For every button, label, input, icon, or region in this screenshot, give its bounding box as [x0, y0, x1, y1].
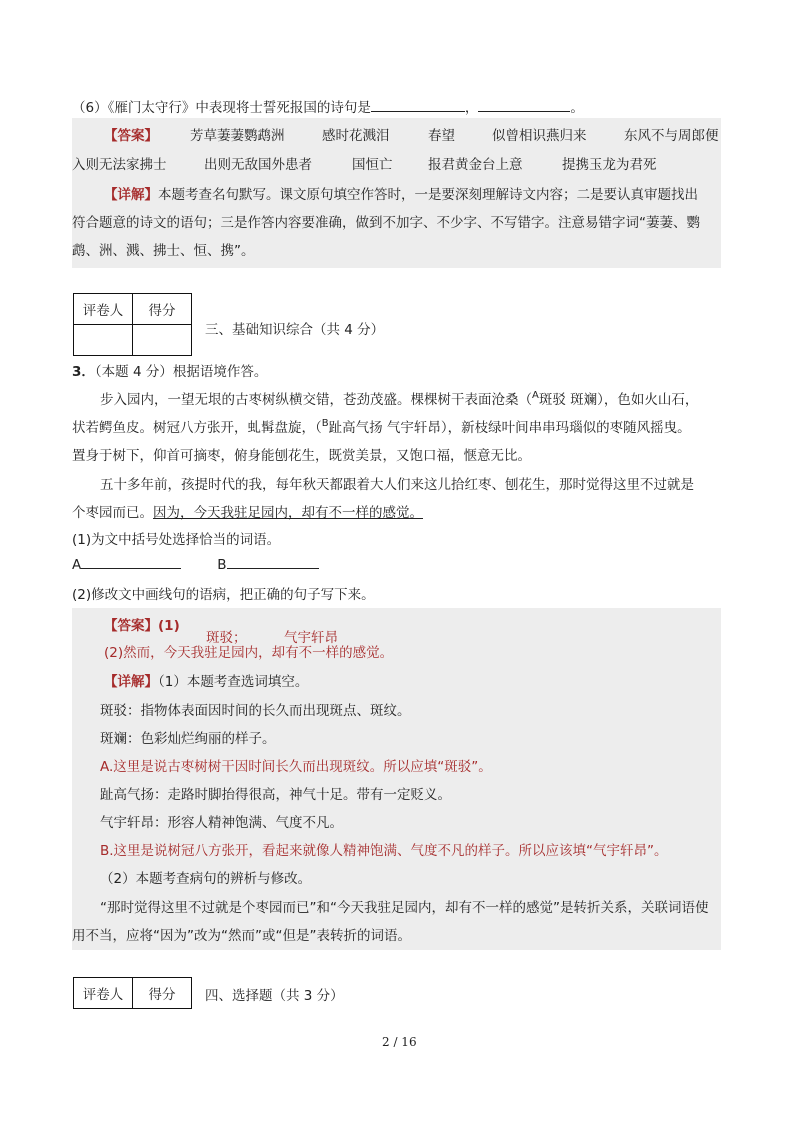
answer1-item-8: 国恒亡 — [352, 157, 393, 173]
answer2-line2: (2)然而，今天我驻足园内，却有不一样的感觉。 — [104, 645, 394, 661]
detail2-line2: 斑驳：指物体表面因时间的长久而出现斑点、斑纹。 — [100, 703, 411, 719]
mark-b: B — [321, 418, 329, 429]
answer1-item-4: 似曾相识燕归来 — [492, 128, 587, 144]
passage-text: 个枣园而已。 — [72, 505, 153, 521]
answer2-line1 — [104, 614, 180, 634]
detail1-line1 — [104, 183, 698, 203]
answer1-item-1: 芳草萋萋鹦鹉洲 — [190, 128, 285, 144]
answer1-item-2: 感时花溅泪 — [322, 128, 390, 144]
section3-title: 三、基础知识综合（共 4 分） — [205, 322, 385, 338]
detail2-line1 — [104, 670, 308, 690]
underlined-sentence: 因为，今天我驻足园内，却有不一样的感觉。 — [153, 505, 423, 521]
answer2-num: (1) — [158, 618, 180, 634]
answer2-b: 气宇轩昂 — [284, 630, 338, 646]
passage-text: 步入园内，一望无垠的古枣树纵横交错，苍劲茂盛。棵棵树干表面沧桑（ — [100, 392, 532, 408]
detail2-tag: 【详解】 — [104, 674, 158, 690]
q6-line — [72, 96, 584, 116]
detail2-line3: 斑斓：色彩灿烂绚丽的样子。 — [100, 731, 276, 747]
answer1-item-6: 入则无法家拂士 — [72, 157, 167, 173]
detail1-tag: 【详解】 — [104, 187, 158, 203]
detail2-line10: 用不当，应将“因为”改为“然而”或“但是”表转折的词语。 — [72, 928, 411, 944]
answer1-tag: 【答案】 — [104, 128, 158, 144]
answer1-item-10: 提携玉龙为君死 — [562, 157, 657, 173]
section3-grader-table — [73, 293, 192, 356]
passage-text: 斑驳 斑斓），色如火山石， — [538, 392, 699, 408]
score-cell[interactable] — [133, 325, 192, 356]
q6-blank-2[interactable] — [478, 99, 570, 112]
sub1-answers — [72, 556, 319, 573]
passage-p2-line1: 五十多年前，孩提时代的我，每年秋天都跟着大人们来这儿拾红枣、刨花生，那时觉得这里不过就是 — [100, 477, 694, 493]
detail1-line3: 鹉、洲、溅、拂士、恒、携”。 — [72, 243, 255, 259]
answer1-item-7: 出则无敌国外患者 — [204, 157, 312, 173]
detail2-line7: B.这里是说树冠八方张开，看起来就像人精神饱满、气度不凡的样子。所以应该填“气宇轩昂”。 — [100, 843, 668, 859]
sub1-text: (1)为文中括号处选择恰当的词语。 — [72, 532, 281, 548]
q6-blank-1[interactable] — [371, 99, 465, 112]
answer1-line1 — [104, 124, 158, 144]
answer1-item-3: 春望 — [428, 128, 455, 144]
grader-cell[interactable] — [74, 325, 133, 356]
q3-num: 3． — [72, 364, 95, 380]
q3-text: 根据语境作答。 — [172, 364, 268, 380]
q3-header — [72, 360, 267, 380]
q6-comma: ， — [464, 100, 479, 116]
score-label: 得分 — [133, 978, 192, 1009]
passage-p1-line2 — [72, 416, 691, 436]
q3-prefix: （本题 4 分） — [94, 364, 173, 380]
grader-label: 评卷人 — [74, 978, 133, 1009]
label-b: B — [217, 557, 227, 573]
detail2-line8: （2）本题考查病句的辨析与修改。 — [100, 871, 312, 887]
section4-title: 四、选择题（共 3 分） — [205, 988, 344, 1004]
q6-prefix: （6）《雁门太守行》中表现将士誓死报国的诗句是 — [72, 100, 371, 116]
passage-p1-line1 — [100, 388, 698, 408]
passage-text: 趾高气扬 气宇轩昂），新枝绿叶间串串玛瑙似的枣随风摇曳。 — [328, 420, 691, 436]
section4-grader-table — [73, 977, 192, 1009]
sub2-text: (2)修改文中画线句的语病，把正确的句子写下来。 — [72, 587, 375, 603]
q6-end: 。 — [570, 100, 584, 116]
answer1-item-9: 报君黄金台上意 — [428, 157, 523, 173]
grader-label: 评卷人 — [74, 294, 133, 325]
answer1-item-5: 东风不与周郎便 — [624, 128, 719, 144]
passage-p2-line2 — [72, 501, 423, 521]
answer2-a: 斑驳； — [206, 630, 247, 646]
detail2-line9: “那时觉得这里不过就是个枣园而已”和“今天我驻足园内，却有不一样的感觉”是转折关系，关联词语使 — [100, 900, 709, 916]
score-label: 得分 — [133, 294, 192, 325]
page-number: 2 / 16 — [382, 1035, 417, 1049]
blank-b[interactable] — [227, 556, 319, 569]
passage-p1-line3: 置身于树下，仰首可摘枣，俯身能刨花生，既赏美景，又饱口福，惬意无比。 — [72, 448, 531, 464]
detail2-line5: 趾高气扬：走路时脚抬得很高，神气十足。带有一定贬义。 — [100, 787, 451, 803]
detail2-line4: A.这里是说古枣树树干因时间长久而出现斑纹。所以应填“斑驳”。 — [100, 759, 492, 775]
blank-a[interactable] — [81, 556, 181, 569]
mark-a: A — [532, 390, 539, 401]
detail1-text-1: 本题考查名句默写。课文原句填空作答时，一是要深刻理解诗文内容；二是要认真审题找出 — [158, 187, 698, 203]
passage-text: 状若鳄鱼皮。树冠八方张开，虬髯盘旋，（ — [72, 420, 322, 436]
detail2-line6: 气宇轩昂：形容人精神饱满、气度不凡。 — [100, 815, 343, 831]
label-a: A — [72, 557, 82, 573]
detail2-text: （1）本题考查选词填空。 — [158, 674, 309, 690]
answer2-tag: 【答案】 — [104, 618, 158, 634]
detail1-line2: 符合题意的诗文的语句；三是作答内容要准确，做到不加字、不少字、不写错字。注意易错字词“萋萋、鹦 — [72, 215, 700, 231]
